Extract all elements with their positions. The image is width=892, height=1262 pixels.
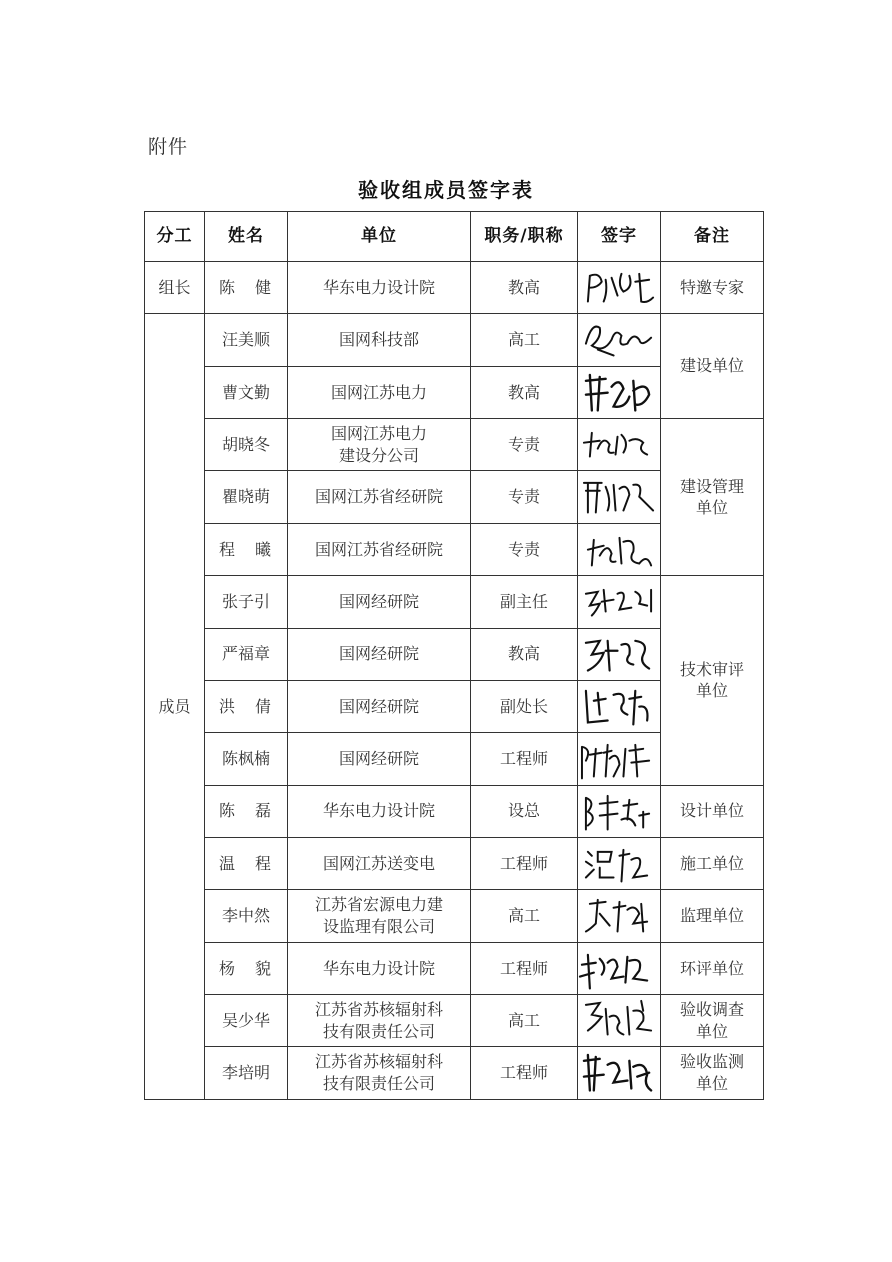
- signature-cell: [578, 785, 661, 837]
- position-cell: 副处长: [471, 680, 578, 732]
- table-row: [145, 995, 764, 1047]
- position-cell: 专责: [471, 471, 578, 523]
- name-cell: 陈 磊: [205, 785, 288, 837]
- unit-cell: 国网经研院: [288, 680, 471, 732]
- position-cell: 高工: [471, 314, 578, 366]
- position-cell: 高工: [471, 995, 578, 1047]
- table-row: [145, 1047, 764, 1099]
- header-remark: 备注: [661, 212, 764, 262]
- handwritten-signature: [578, 890, 660, 941]
- handwritten-signature: [578, 995, 660, 1046]
- name-cell: 程 曦: [205, 523, 288, 575]
- name-cell: 温 程: [205, 837, 288, 889]
- unit-cell: 国网经研院: [288, 628, 471, 680]
- unit-cell: 国网江苏送变电: [288, 837, 471, 889]
- unit-cell: 国网经研院: [288, 733, 471, 785]
- signature-cell: [578, 262, 661, 314]
- position-cell: 教高: [471, 628, 578, 680]
- unit-cell: 国网经研院: [288, 576, 471, 628]
- remark-cell: 特邀专家: [661, 262, 764, 314]
- signature-cell: [578, 314, 661, 366]
- name-cell: 胡晓冬: [205, 419, 288, 471]
- handwritten-signature: [578, 471, 660, 522]
- signature-cell: [578, 576, 661, 628]
- remark-cell: 建设管理 单位: [661, 419, 764, 576]
- table-row: [145, 785, 764, 837]
- remark-cell: 施工单位: [661, 837, 764, 889]
- unit-cell: 国网科技部: [288, 314, 471, 366]
- name-cell: 严福章: [205, 628, 288, 680]
- name-cell: 陈 健: [205, 262, 288, 314]
- handwritten-signature: [578, 314, 660, 365]
- unit-cell: 华东电力设计院: [288, 262, 471, 314]
- unit-cell: 国网江苏电力 建设分公司: [288, 419, 471, 471]
- handwritten-signature: [578, 1047, 660, 1098]
- position-cell: 专责: [471, 419, 578, 471]
- remark-cell: 环评单位: [661, 942, 764, 994]
- handwritten-signature: [578, 262, 660, 313]
- signature-cell: [578, 523, 661, 575]
- signature-cell: [578, 628, 661, 680]
- handwritten-signature: [578, 367, 660, 418]
- unit-cell: 江苏省苏核辐射科 技有限责任公司: [288, 1047, 471, 1099]
- position-cell: 设总: [471, 785, 578, 837]
- document-title: 验收组成员签字表: [358, 178, 534, 202]
- name-cell: 李中然: [205, 890, 288, 942]
- unit-cell: 江苏省宏源电力建 设监理有限公司: [288, 890, 471, 942]
- handwritten-signature: [578, 681, 660, 732]
- handwritten-signature: [578, 786, 660, 837]
- position-cell: 高工: [471, 890, 578, 942]
- header-division: 分工: [145, 212, 205, 262]
- header-signature: 签字: [578, 212, 661, 262]
- unit-cell: 华东电力设计院: [288, 942, 471, 994]
- role-cell-member: 成员: [145, 314, 205, 1099]
- table-row: [145, 262, 764, 314]
- table-row: [145, 576, 764, 628]
- header-position: 职务/职称: [471, 212, 578, 262]
- position-cell: 专责: [471, 523, 578, 575]
- annex-label: 附件: [148, 136, 189, 158]
- position-cell: 工程师: [471, 942, 578, 994]
- handwritten-signature: [578, 419, 660, 470]
- name-cell: 张子引: [205, 576, 288, 628]
- position-cell: 教高: [471, 262, 578, 314]
- role-cell-leader: 组长: [145, 262, 205, 314]
- name-cell: 陈枫楠: [205, 733, 288, 785]
- remark-cell: 技术审评 单位: [661, 576, 764, 785]
- signature-cell: [578, 837, 661, 889]
- name-cell: 洪 倩: [205, 680, 288, 732]
- signature-cell: [578, 366, 661, 418]
- handwritten-signature: [578, 733, 660, 784]
- remark-cell: 设计单位: [661, 785, 764, 837]
- handwritten-signature: [578, 943, 660, 994]
- header-name: 姓名: [205, 212, 288, 262]
- remark-cell: 建设单位: [661, 314, 764, 419]
- position-cell: 工程师: [471, 1047, 578, 1099]
- position-cell: 工程师: [471, 733, 578, 785]
- unit-cell: 国网江苏电力: [288, 366, 471, 418]
- name-cell: 杨 貌: [205, 942, 288, 994]
- table-row: [145, 890, 764, 942]
- table-row: [145, 419, 764, 471]
- signature-cell: [578, 419, 661, 471]
- remark-cell: 验收监测 单位: [661, 1047, 764, 1099]
- name-cell: 李培明: [205, 1047, 288, 1099]
- handwritten-signature: [578, 576, 660, 627]
- remark-cell: 监理单位: [661, 890, 764, 942]
- position-cell: 副主任: [471, 576, 578, 628]
- remark-cell: 验收调查 单位: [661, 995, 764, 1047]
- signature-cell: [578, 995, 661, 1047]
- unit-cell: 国网江苏省经研院: [288, 523, 471, 575]
- signature-cell: [578, 680, 661, 732]
- handwritten-signature: [578, 524, 660, 575]
- name-cell: 吴少华: [205, 995, 288, 1047]
- signature-cell: [578, 1047, 661, 1099]
- table-row: [145, 942, 764, 994]
- signature-table: [144, 211, 764, 1100]
- signature-cell: [578, 733, 661, 785]
- handwritten-signature: [578, 838, 660, 889]
- unit-cell: 江苏省苏核辐射科 技有限责任公司: [288, 995, 471, 1047]
- position-cell: 教高: [471, 366, 578, 418]
- name-cell: 汪美顺: [205, 314, 288, 366]
- header-unit: 单位: [288, 212, 471, 262]
- position-cell: 工程师: [471, 837, 578, 889]
- handwritten-signature: [578, 629, 660, 680]
- signature-cell: [578, 471, 661, 523]
- unit-cell: 华东电力设计院: [288, 785, 471, 837]
- name-cell: 曹文勤: [205, 366, 288, 418]
- table-row: [145, 314, 764, 366]
- table-row: [145, 837, 764, 889]
- unit-cell: 国网江苏省经研院: [288, 471, 471, 523]
- signature-cell: [578, 890, 661, 942]
- signature-cell: [578, 942, 661, 994]
- name-cell: 瞿晓萌: [205, 471, 288, 523]
- table-header-row: [145, 212, 764, 262]
